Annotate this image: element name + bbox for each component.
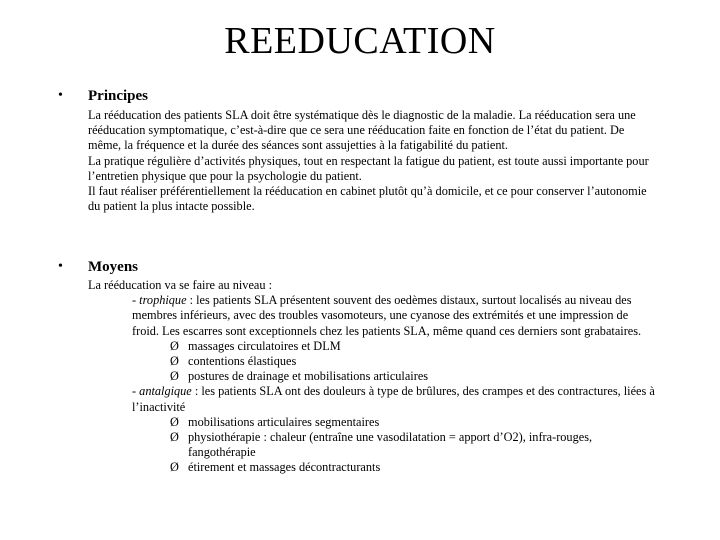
paragraph: La pratique régulière d’activités physiques, tout en respectant la fatigue du patient, est toute aussi importante pour l’entretien physique que pour la psychologie du patient. (88, 153, 649, 183)
arrow-bullet-icon: Ø (170, 338, 179, 353)
group-term: antalgique (139, 384, 192, 399)
section-heading: Moyens (88, 259, 138, 275)
paragraph: Il faut réaliser préférentiellement la rééducation en cabinet plutôt qu’à domicile, et ce pour conserver l’autonomie du patient la plus intacte possible. (88, 184, 647, 214)
intro-text: La rééducation va se faire au niveau : (88, 278, 273, 292)
list-item: Ø mobilisations articulaires segmentaires (170, 414, 380, 429)
arrow-bullet-icon: Ø (170, 460, 179, 475)
group-prefix: - (132, 384, 140, 399)
paragraph: La rééducation des patients SLA doit être systématique dès le diagnostic de la maladie. La rééducation sera une rééducation symptomatique, c’est-à-dire que ce sera une rééducation faite en fonction de l’état du patient. De même, la fréquence et la durée des séances sont assujetties à la fatigabilité du patient. (88, 108, 636, 153)
group-term: trophique (139, 293, 187, 308)
section-body (88, 278, 656, 476)
list-item: Ø massages circulatoires et DLM (170, 338, 341, 353)
section-body (88, 108, 656, 214)
arrow-bullet-icon: Ø (170, 414, 179, 429)
list-item: Ø contentions élastiques (170, 354, 297, 369)
group-description (132, 293, 656, 339)
group-description (132, 384, 656, 414)
arrow-bullet-icon: Ø (170, 430, 179, 445)
list-item: Ø physiothérapie : chaleur (entraîne une vasodilatation = apport d’O2), infra-rouges, fangothérapie (170, 430, 593, 460)
group-text: : les patients SLA ont des douleurs à type de brûlures, des crampes et des contractures, liées à l’inactivité (132, 384, 655, 414)
arrow-bullet-icon: Ø (170, 354, 179, 369)
group-text: : les patients SLA présentent souvent des oedèmes distaux, surtout localisés au niveau des membres inférieurs, avec des troubles vasomoteurs, une cyanose des extrémités et une impression de froid. Les escarres sont exceptionnels chez les patients SLA, même quand ces derniers sont grabataires. (132, 293, 642, 338)
bullet-icon: • (58, 88, 63, 103)
list-item: Ø étirement et massages décontracturants (170, 460, 381, 475)
arrow-bullet-icon: Ø (170, 369, 179, 384)
page-title: REEDUCATION (224, 20, 496, 62)
bullet-icon: • (58, 259, 63, 274)
group-prefix: - (132, 293, 140, 308)
section-heading: Principes (88, 88, 148, 104)
list-item: Ø postures de drainage et mobilisations articulaires (170, 369, 429, 384)
